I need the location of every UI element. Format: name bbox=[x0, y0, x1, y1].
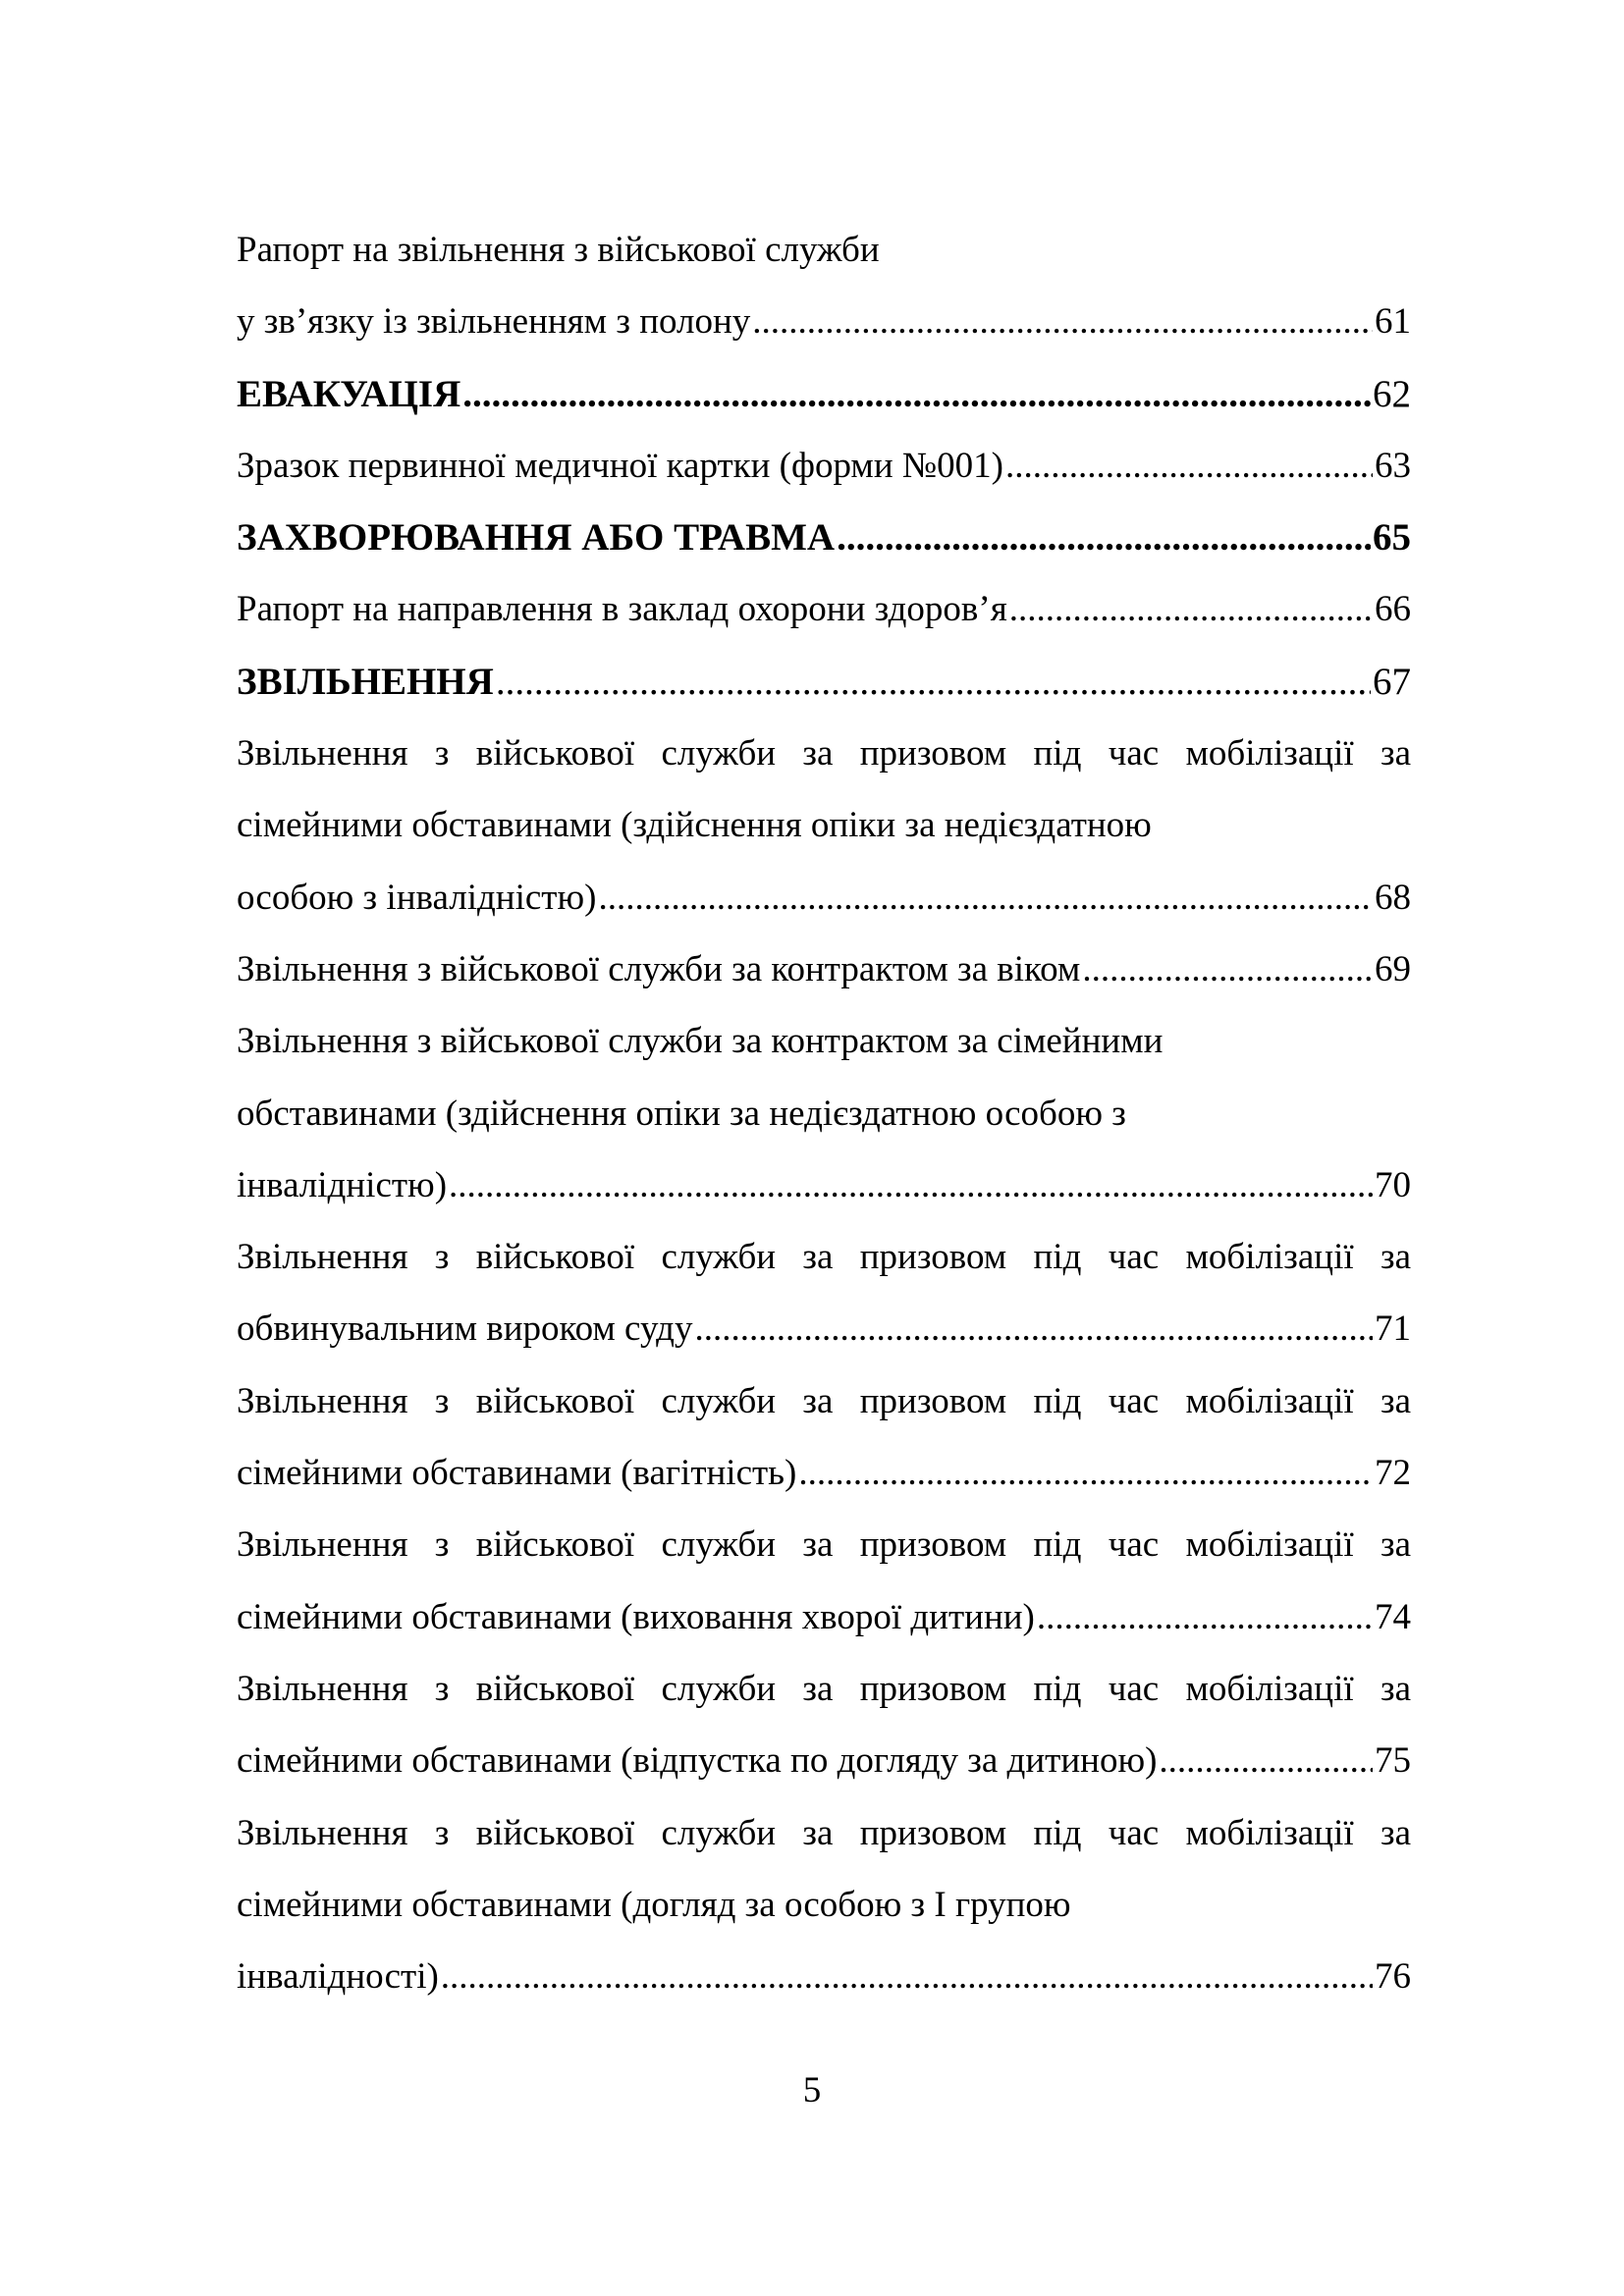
dot-leader bbox=[1005, 430, 1373, 502]
toc-entry-discharge-guardianship[interactable] bbox=[237, 862, 1411, 934]
dot-leader bbox=[837, 502, 1371, 573]
toc-entry-text: Звільнення з військової служби за призовом під час мобілізації за bbox=[237, 1668, 1411, 1709]
toc-page-number: 63 bbox=[1375, 445, 1411, 486]
toc-line bbox=[237, 1509, 1411, 1580]
table-of-contents bbox=[237, 214, 1411, 2012]
toc-entry-text: Звільнення з військової служби за призовом під час мобілізації за bbox=[237, 1812, 1411, 1853]
toc-line bbox=[237, 1005, 1411, 1077]
toc-entry-discharge-contract-family[interactable] bbox=[237, 1149, 1411, 1221]
toc-line bbox=[237, 1078, 1411, 1149]
dot-leader bbox=[441, 1941, 1373, 2012]
toc-page-number: 71 bbox=[1375, 1308, 1411, 1350]
toc-section-discharge[interactable] bbox=[237, 646, 1411, 718]
toc-page-number: 72 bbox=[1375, 1453, 1411, 1494]
toc-page-number: 68 bbox=[1375, 877, 1411, 918]
toc-section-evacuation[interactable] bbox=[237, 358, 1411, 430]
toc-page-number: 76 bbox=[1375, 1956, 1411, 1998]
toc-entry-text: у зв’язку із звільненням з полону bbox=[237, 301, 751, 343]
toc-entry-medical-card[interactable] bbox=[237, 430, 1411, 502]
toc-entry-text: сімейними обставинами (догляд за особою з I групою bbox=[237, 1884, 1071, 1925]
toc-entry-text: сімейними обставинами (вагітність) bbox=[237, 1453, 797, 1494]
toc-section-title: ЗВІЛЬНЕННЯ bbox=[237, 660, 494, 703]
dot-leader bbox=[1009, 573, 1373, 645]
toc-page-number: 62 bbox=[1373, 372, 1411, 415]
dot-leader bbox=[1037, 1581, 1373, 1653]
dot-leader bbox=[449, 1149, 1373, 1221]
toc-section-title: ЗАХВОРЮВАННЯ АБО ТРАВМА bbox=[237, 516, 836, 560]
toc-entry-text: інвалідністю) bbox=[237, 1164, 448, 1205]
toc-entry-text: сімейними обставинами (відпустка по догляду за дитиною) bbox=[237, 1740, 1158, 1782]
toc-entry-text: Зразок первинної медичної картки (форми №001) bbox=[237, 445, 1003, 486]
toc-section-illness-injury[interactable] bbox=[237, 502, 1411, 573]
toc-entry-text: обставинами (здійснення опіки за недієздатною особою з bbox=[237, 1093, 1126, 1134]
page-number: 5 bbox=[802, 2070, 822, 2110]
toc-entry-text: Звільнення з військової служби за призовом під час мобілізації за bbox=[237, 1380, 1411, 1421]
dot-leader bbox=[1082, 934, 1373, 1005]
toc-line bbox=[237, 1365, 1411, 1437]
dot-leader bbox=[462, 358, 1371, 430]
toc-page-number: 61 bbox=[1375, 301, 1411, 343]
toc-entry-text: Рапорт на звільнення з військової служби bbox=[237, 230, 880, 270]
dot-leader bbox=[598, 862, 1373, 934]
toc-entry-discharge-pregnancy[interactable] bbox=[237, 1437, 1411, 1509]
toc-section-title: ЕВАКУАЦІЯ bbox=[237, 372, 461, 415]
toc-entry-text: Звільнення з військової служби за призовом під час мобілізації за bbox=[237, 1237, 1411, 1278]
toc-entry-text: Звільнення з військової служби за призовом під час мобілізації за bbox=[237, 733, 1411, 774]
toc-entry-discharge-contract-age[interactable] bbox=[237, 934, 1411, 1005]
toc-entry-health-referral[interactable] bbox=[237, 573, 1411, 645]
toc-line bbox=[237, 1797, 1411, 1869]
toc-entry-rapport-captivity[interactable] bbox=[237, 286, 1411, 357]
toc-line bbox=[237, 1221, 1411, 1293]
toc-line bbox=[237, 1869, 1411, 1941]
toc-entry-text: Звільнення з військової служби за контрактом за віком bbox=[237, 948, 1081, 989]
toc-page-number: 65 bbox=[1373, 516, 1411, 560]
dot-leader bbox=[1159, 1725, 1373, 1796]
toc-entry-text: сімейними обставинами (виховання хворої дитини) bbox=[237, 1596, 1035, 1637]
dot-leader bbox=[798, 1437, 1373, 1509]
toc-page-number: 69 bbox=[1375, 948, 1411, 989]
toc-entry-text: Рапорт на направлення в заклад охорони здоров’я bbox=[237, 589, 1007, 630]
toc-entry-discharge-childcare-leave[interactable] bbox=[237, 1725, 1411, 1796]
toc-entry-text: обвинувальним вироком суду bbox=[237, 1308, 693, 1350]
toc-page-number: 70 bbox=[1375, 1164, 1411, 1205]
toc-line bbox=[237, 214, 1411, 286]
dot-leader bbox=[695, 1293, 1374, 1364]
toc-entry-discharge-disability-care[interactable] bbox=[237, 1941, 1411, 2012]
toc-entry-text: сімейними обставинами (здійснення опіки за недієздатною bbox=[237, 805, 1152, 846]
toc-entry-discharge-court-verdict[interactable] bbox=[237, 1293, 1411, 1364]
toc-page-number: 67 bbox=[1373, 660, 1411, 703]
toc-page-number: 66 bbox=[1375, 589, 1411, 630]
toc-page-number: 74 bbox=[1375, 1596, 1411, 1637]
toc-entry-text: особою з інвалідністю) bbox=[237, 877, 597, 918]
toc-entry-text: Звільнення з військової служби за контрактом за сімейними bbox=[237, 1021, 1164, 1062]
toc-entry-text: інвалідності) bbox=[237, 1956, 439, 1998]
toc-line bbox=[237, 718, 1411, 789]
dot-leader bbox=[496, 646, 1371, 718]
toc-page-number: 75 bbox=[1375, 1740, 1411, 1782]
toc-line bbox=[237, 1653, 1411, 1725]
toc-entry-text: Звільнення з військової служби за призовом під час мобілізації за bbox=[237, 1524, 1411, 1566]
dot-leader bbox=[752, 286, 1373, 357]
toc-entry-discharge-sick-child[interactable] bbox=[237, 1581, 1411, 1653]
toc-line bbox=[237, 789, 1411, 861]
